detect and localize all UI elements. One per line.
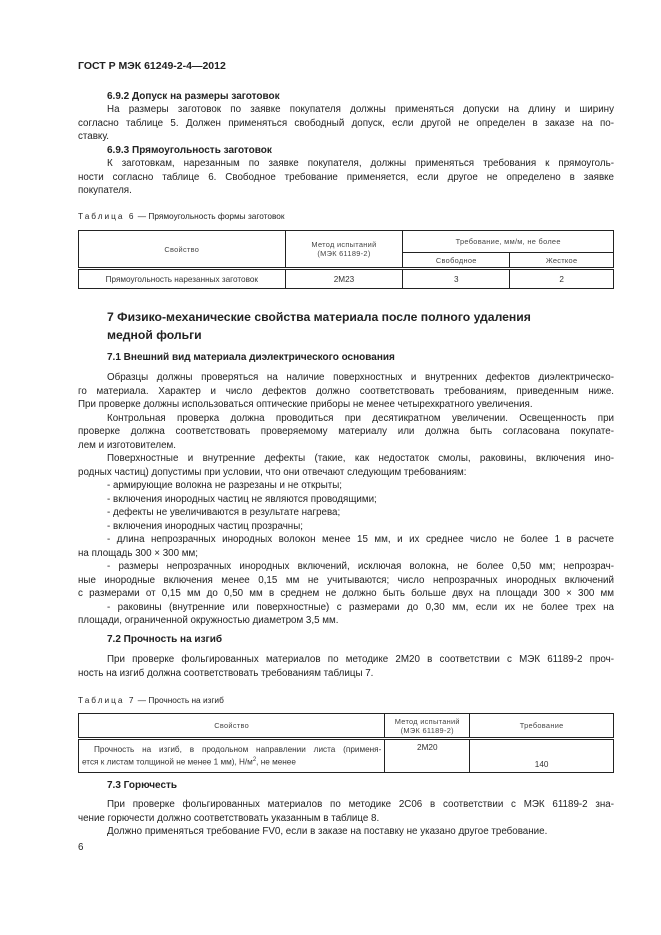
section-7-2-heading: 7.2 Прочность на изгиб bbox=[107, 634, 223, 645]
text-line: К заготовкам, нарезанным по заявке покупателя, должны применяться требования к прямоуголь- bbox=[107, 158, 614, 169]
section-6-9-3-text bbox=[78, 157, 614, 198]
text-line: площади, ограниченной окружностью диаметром 3,5 мм. bbox=[78, 615, 339, 626]
text-line: лем и изготовителем. bbox=[78, 439, 176, 451]
table-row bbox=[79, 739, 614, 773]
section-6-9-2-heading: 6.9.2 Допуск на размеры заготовок bbox=[107, 91, 280, 102]
col-header-requirement: Требование, мм/м, не более bbox=[403, 231, 614, 253]
section-7-3-text bbox=[78, 798, 614, 839]
cell-property: Прочность на изгиб, в продольном направлении листа (применя- ется к листам толщиной не менее 1 мм), $Н/м^2$, не менее bbox=[79, 739, 385, 773]
cell-method: 2М20 bbox=[385, 739, 470, 773]
list-item: - раковины (внутренние или поверхностные) с размерами до 0,30 мм, если их не более трех на bbox=[107, 601, 614, 613]
list-item: - дефекты не увеличиваются в результате нагрева; bbox=[107, 507, 341, 518]
text-line: На размеры заготовок по заявке покупателя должны применяться допуски на длину и ширину bbox=[107, 104, 614, 115]
col-header-property: Свойство bbox=[79, 714, 385, 739]
text-line: Контрольная проверка должна проводиться при десятикратном увеличении. Освещенность при bbox=[107, 412, 614, 424]
table-row bbox=[79, 269, 614, 289]
text-line: го материала. Характер и число дефектов должно соответствовать требованиям, приведенным ниже. bbox=[78, 385, 614, 397]
caption-title: — Прямоугольность формы заготовок bbox=[135, 211, 285, 221]
text-line: ность на изгиб должна соответствовать требованиям таблицы 7. bbox=[78, 667, 374, 679]
page-number: 6 bbox=[78, 842, 84, 853]
col-header-method: Метод испытаний (МЭК 61189-2) bbox=[385, 714, 470, 739]
list-item: - размеры непрозрачных инородных включений, исключая волокна, не более 0,50 мм; непрозрач- bbox=[107, 561, 614, 572]
list-item: - армирующие волокна не разрезаны и не открыты; bbox=[107, 480, 343, 491]
table-6-caption bbox=[78, 211, 614, 221]
cell-method: 2М23 bbox=[285, 269, 403, 289]
text-line: с размерами от 0,15 мм до 0,50 мм в среднем не должно быть больше двух на площади 300 × 300 мм bbox=[78, 588, 614, 599]
cell-property: Прямоугольность нарезанных заготовок bbox=[79, 269, 286, 289]
section-6-9-3-heading: 6.9.3 Прямоугольность заготовок bbox=[107, 145, 272, 156]
table-7 bbox=[78, 713, 614, 773]
col-header-method: Метод испытаний (МЭК 61189-2) bbox=[285, 231, 403, 269]
cell-free: 3 bbox=[403, 269, 510, 289]
cell-strict: 2 bbox=[510, 269, 614, 289]
section-6-9-2-text bbox=[78, 103, 614, 144]
text-line: ные инородные включения менее 0,15 мм не учитываются; число непрозрачных инородных включений bbox=[78, 574, 614, 586]
text-line: покупателя. bbox=[78, 185, 132, 196]
caption-title: — Прочность на изгиб bbox=[135, 695, 224, 705]
text-line: Образцы должны проверяться на наличие поверхностных и внутренних дефектов диэлектрическо- bbox=[107, 372, 614, 383]
table-7-caption bbox=[78, 695, 614, 705]
caption-prefix: Таблица 6 bbox=[78, 211, 136, 221]
text-line: При проверке фольгированных материалов по методике 2М20 в соответствии с МЭК 61189-2 проч- bbox=[107, 654, 614, 665]
caption-prefix: Таблица 7 bbox=[78, 695, 136, 705]
text-line: ставку. bbox=[78, 131, 109, 142]
section-7-3-heading: 7.3 Горючесть bbox=[107, 780, 178, 791]
section-7-heading: 7 Физико-механические свойства материала после полного удаления медной фольги bbox=[107, 310, 531, 342]
text-line: При проверке должны использоваться оптические приборы не менее четырехкратного увеличения. bbox=[78, 399, 533, 410]
text-line: чение горючести должно соответствовать указанным в таблице 8. bbox=[78, 812, 380, 824]
text-line: Поверхностные и внутренние дефекты (такие, как недостаток смолы, раковины, включения ино- bbox=[107, 453, 614, 464]
cell-requirement: 140 bbox=[470, 739, 614, 773]
col-header-requirement: Требование bbox=[470, 714, 614, 739]
text-line: ности согласно таблице 6. Свободное требование применяется, если другое не определено в заявке bbox=[78, 171, 614, 183]
col-header-free: Свободное bbox=[403, 253, 510, 269]
table-6 bbox=[78, 230, 614, 289]
document-header: ГОСТ Р МЭК 61249-2-4—2012 bbox=[78, 60, 226, 72]
text-line: согласно таблице 5. Должен применяться свободный допуск, если другой не определен в заказе на по- bbox=[78, 117, 614, 129]
section-7-1-text bbox=[78, 371, 614, 628]
list-item: - длина непрозрачных инородных волокон менее 15 мм, и их среднее число не более 1 в расчете bbox=[107, 534, 614, 545]
col-header-strict: Жесткое bbox=[510, 253, 614, 269]
list-item: - включения инородных частиц не являются проводящими; bbox=[107, 493, 377, 505]
list-item: - включения инородных частиц прозрачны; bbox=[107, 520, 303, 532]
text-line: родных частиц) допустимы при условии, что они отвечают следующим требованиям: bbox=[78, 466, 467, 478]
section-7-1-heading: 7.1 Внешний вид материала диэлектрического основания bbox=[107, 352, 395, 363]
text-line: Должно применяться требование FV0, если в заказе на поставку не указано другое требование. bbox=[107, 826, 548, 837]
text-line: проверке должна соответствовать проверяемому материалу или должна быть согласована покупате- bbox=[78, 426, 614, 437]
text-line: на площадь 300 × 300 мм; bbox=[78, 547, 198, 559]
text-line: При проверке фольгированных материалов по методике 2С06 в соответствии с МЭК 61189-2 зна- bbox=[107, 799, 614, 810]
col-header-property: Свойство bbox=[79, 231, 286, 269]
section-7-2-text bbox=[78, 653, 614, 680]
